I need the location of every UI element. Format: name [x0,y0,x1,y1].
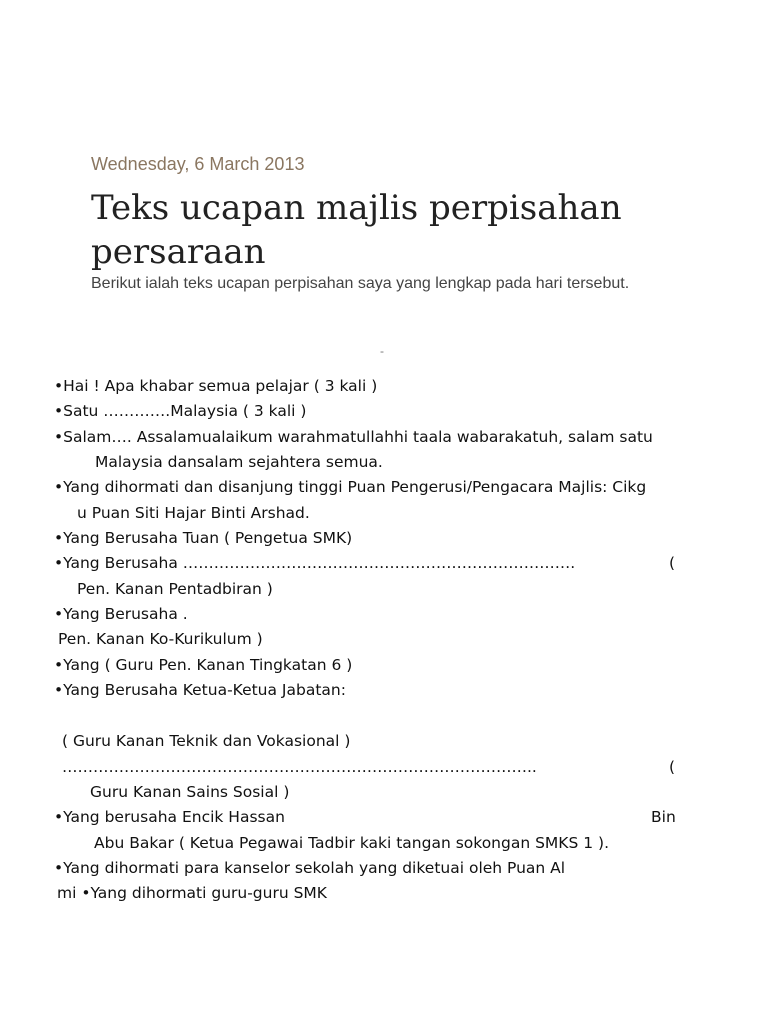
speech-line: •Yang dihormati dan disanjung tinggi Puan Pengerusi/Pengacara Majlis: Cikg [54,478,647,496]
speech-line: Guru Kanan Sains Sosial ) [90,783,290,801]
speech-line: •Yang ( Guru Pen. Kanan Tingkatan 6 ) [54,656,353,674]
speech-line: ( Guru Kanan Teknik dan Vokasional ) [62,732,351,750]
speech-line: Malaysia dansalam sejahtera semua. [95,453,383,471]
separator-mark: - [380,344,384,358]
speech-line: ……………………………………………………………………………….. [62,758,537,776]
speech-line: Pen. Kanan Ko-Kurikulum ) [58,630,263,648]
speech-line: •Yang Berusaha Ketua-Ketua Jabatan: [54,681,346,699]
speech-line: •Salam…. Assalamualaikum warahmatullahhi taala wabarakatuh, salam satu [54,428,653,446]
speech-line: Pen. Kanan Pentadbiran ) [77,580,273,598]
speech-line: •Yang Berusaha Tuan ( Pengetua SMK) [54,529,353,547]
post-intro: Berikut ialah teks ucapan perpisahan saya yang lengkap pada hari tersebut. [91,275,630,292]
post-title: Teks ucapan majlis perpisahan persaraan [91,188,622,272]
speech-line: Bin [651,808,676,826]
speech-line: •Yang dihormati para kanselor sekolah yang diketuai oleh Puan Al [54,859,566,877]
speech-line: Abu Bakar ( Ketua Pegawai Tadbir kaki tangan sokongan SMKS 1 ). [94,834,609,852]
speech-line: •Hai ! Apa khabar semua pelajar ( 3 kali ) [54,377,378,395]
speech-line: ( [669,554,676,572]
speech-line: •Yang berusaha Encik Hassan [54,808,285,826]
speech-line: •Yang Berusaha …………………………………………………………………. [54,554,576,572]
speech-line: mi •Yang dihormati guru-guru SMK [57,884,327,902]
speech-line: •Satu ………….Malaysia ( 3 kali ) [54,402,307,420]
speech-line: •Yang Berusaha . [54,605,188,623]
speech-line: ( [669,758,676,776]
post-date: Wednesday, 6 March 2013 [91,154,305,174]
speech-line: u Puan Siti Hajar Binti Arshad. [77,504,310,522]
